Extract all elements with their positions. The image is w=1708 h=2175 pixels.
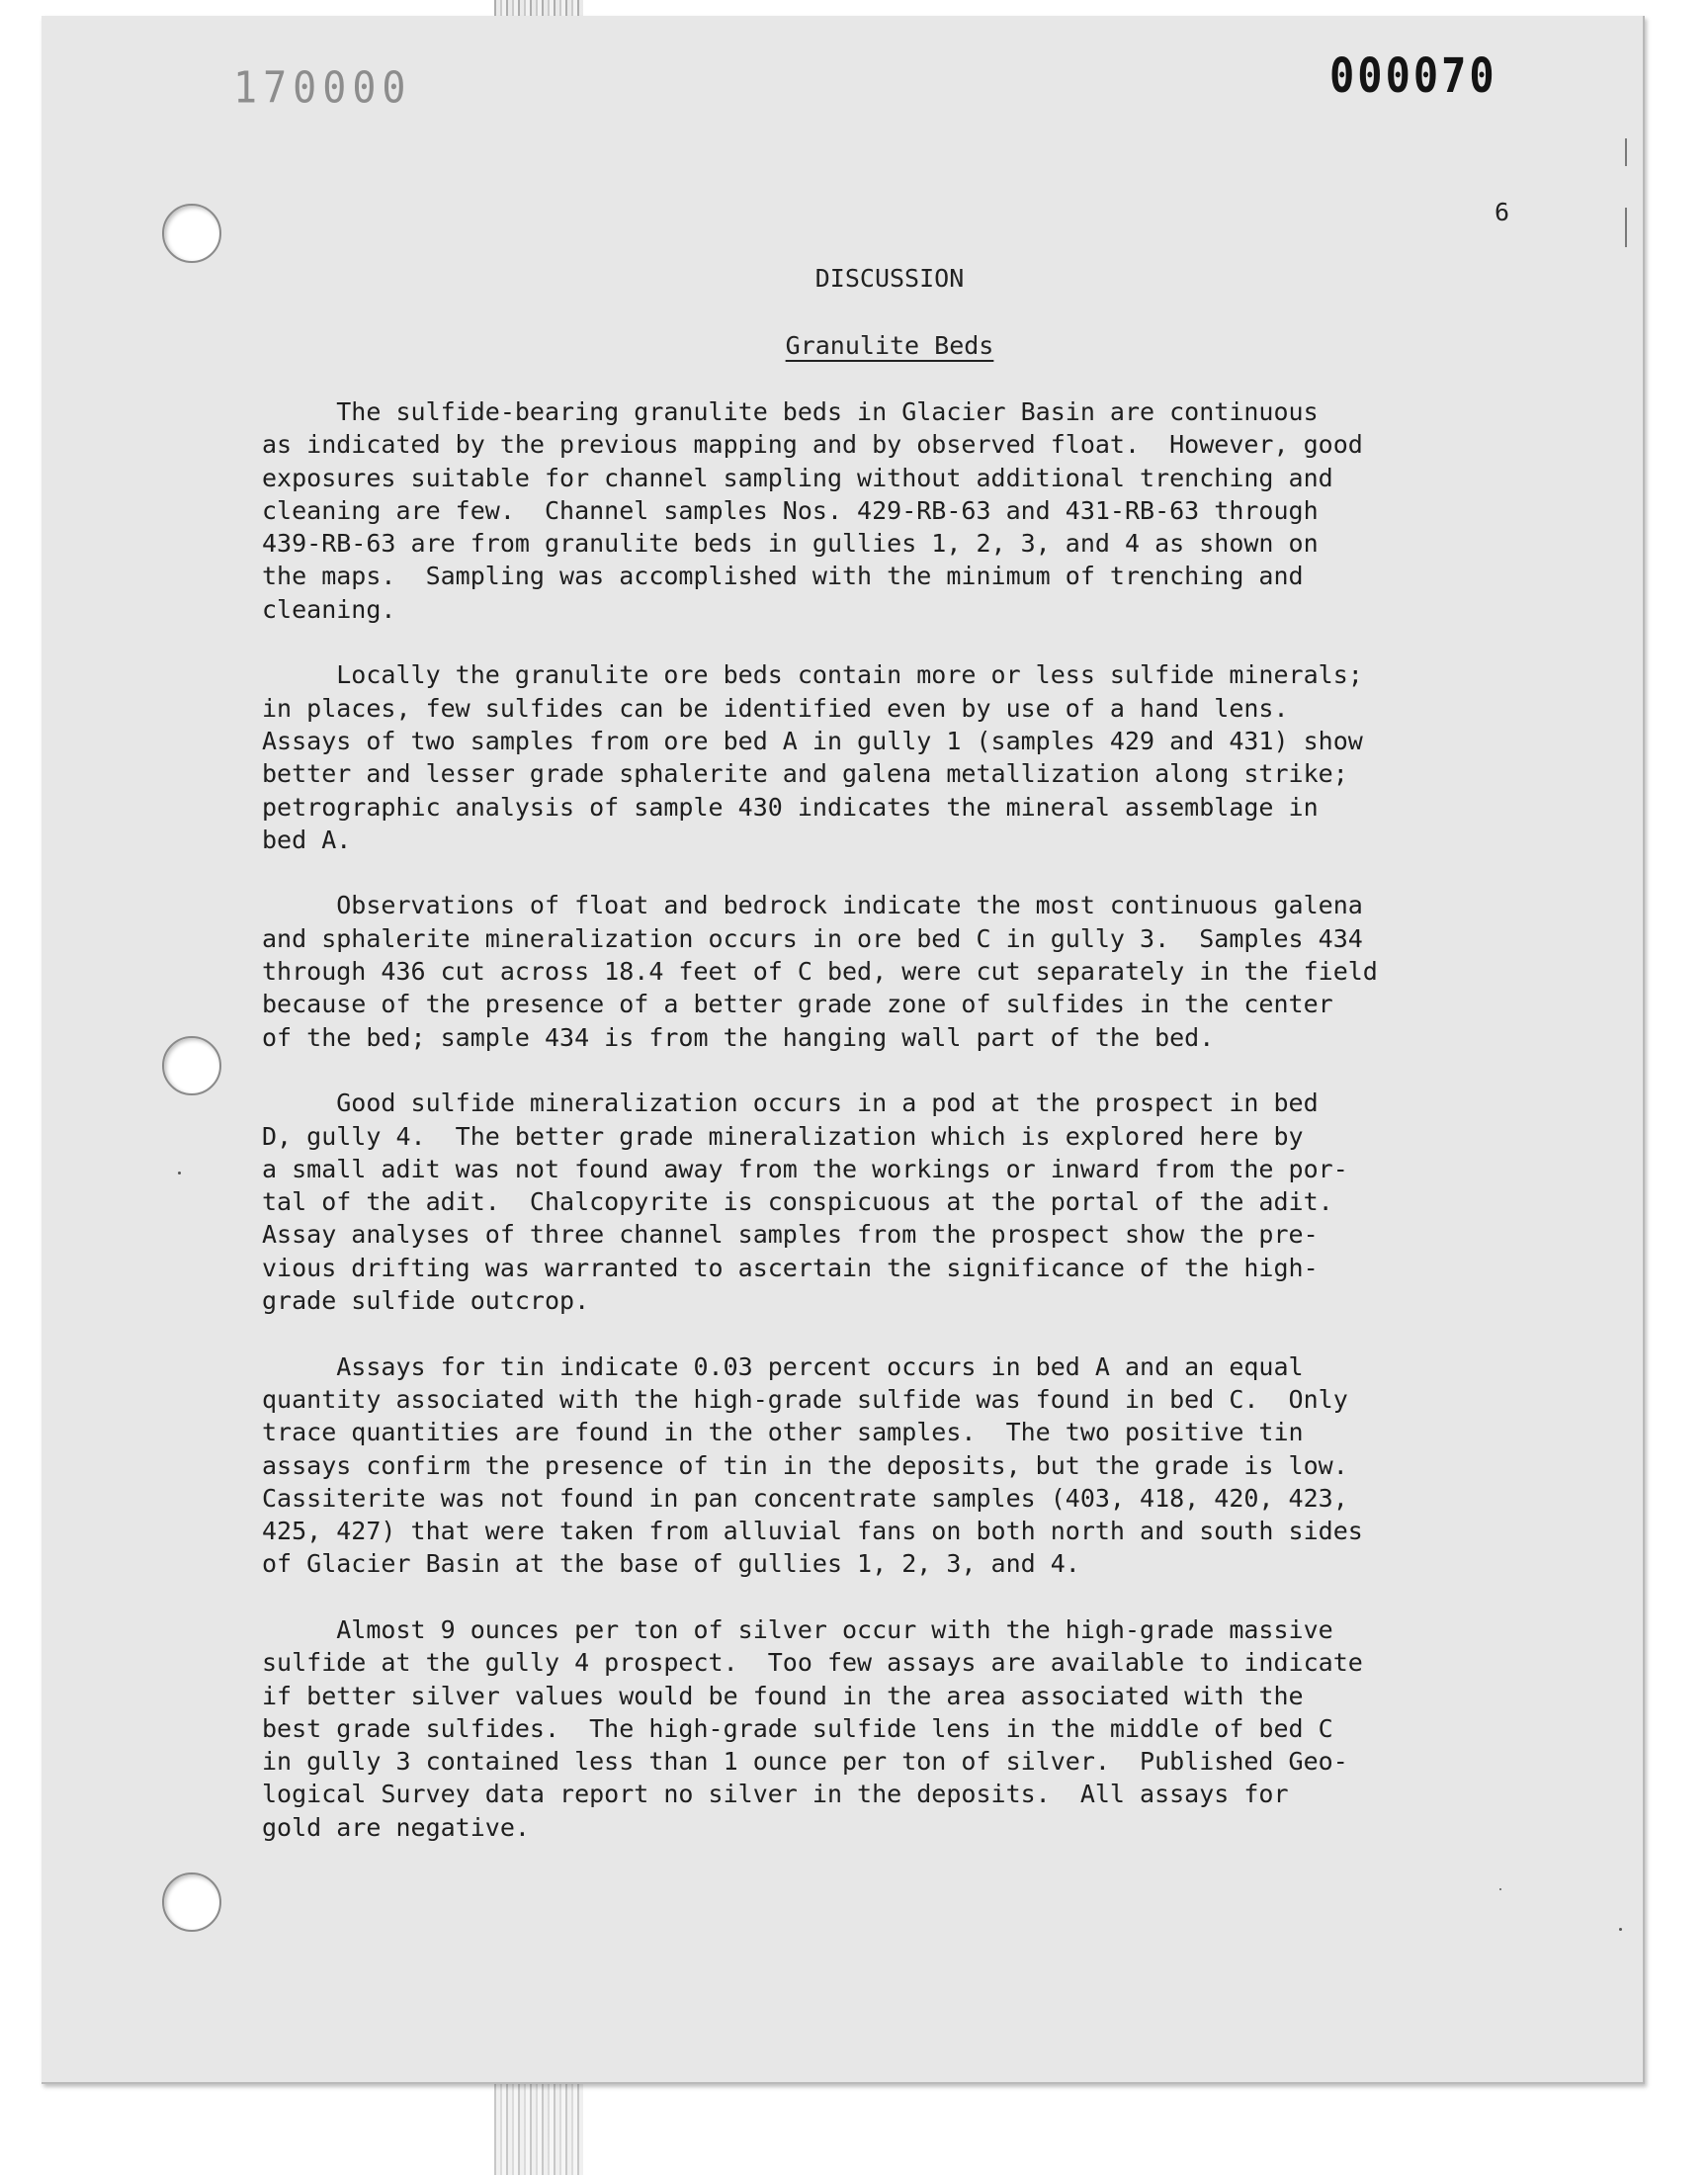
text-line: Assays for tin indicate 0.03 percent occurs in bed A and an equal xyxy=(262,1351,1304,1381)
binder-hole-top xyxy=(162,204,221,263)
paragraph xyxy=(262,1350,1527,1581)
text-line: sulfide at the gully 4 prospect. Too few assays are available to indicate xyxy=(262,1648,1363,1678)
scan-artifact-bottom xyxy=(494,2082,583,2175)
text-line: Locally the granulite ore beds contain more or less sulfide minerals; xyxy=(262,660,1363,690)
paragraph xyxy=(262,889,1527,1053)
text-line: Cassiterite was not found in pan concentrate samples (403, 418, 420, 423, xyxy=(262,1483,1348,1513)
text-line: trace quantities are found in the other samples. The two positive tin xyxy=(262,1418,1304,1447)
section-title xyxy=(0,264,1708,293)
text-line: if better silver values would be found in the area associated with the xyxy=(262,1681,1304,1710)
text-line: and sphalerite mineralization occurs in ore bed C in gully 3. Samples 434 xyxy=(262,923,1363,953)
text-line: better and lesser grade sphalerite and galena metallization along strike; xyxy=(262,759,1348,789)
text-line: exposures suitable for channel sampling without additional trenching and xyxy=(262,463,1333,492)
text-line: of Glacier Basin at the base of gullies 1, 2, 3, and 4. xyxy=(262,1549,1080,1579)
text-line: 439-RB-63 are from granulite beds in gullies 1, 2, 3, and 4 as shown on xyxy=(262,529,1319,559)
text-line: bed A. xyxy=(262,825,352,854)
edge-mark xyxy=(1625,208,1627,247)
text-line: Assays of two samples from ore bed A in gully 1 (samples 429 and 431) show xyxy=(262,726,1363,755)
edge-mark xyxy=(1625,138,1627,166)
text-line: of the bed; sample 434 is from the hanging wall part of the bed. xyxy=(262,1022,1215,1052)
scan-speck xyxy=(1619,1928,1622,1931)
text-line: because of the presence of a better grade zone of sulfides in the center xyxy=(262,990,1333,1019)
paragraph xyxy=(262,658,1527,856)
scan-speck xyxy=(1499,1888,1501,1890)
text-line: through 436 cut across 18.4 feet of C bed, were cut separately in the field xyxy=(262,957,1378,987)
binder-hole-bottom xyxy=(162,1872,221,1932)
text-line: assays confirm the presence of tin in the deposits, but the grade is low. xyxy=(262,1450,1348,1480)
text-line: in places, few sulfides can be identified even by use of a hand lens. xyxy=(262,693,1289,723)
text-line: best grade sulfides. The high-grade sulfide lens in the middle of bed C xyxy=(262,1713,1333,1743)
subsection-title xyxy=(0,331,1708,360)
text-line: as indicated by the previous mapping and by observed float. However, good xyxy=(262,430,1363,460)
subsection-title-text: Granulite Beds xyxy=(785,331,994,360)
binder-hole-middle xyxy=(162,1036,221,1095)
faint-document-number-stamp: 170000 xyxy=(233,62,412,114)
text-line: tal of the adit. Chalcopyrite is conspicuous at the portal of the adit. xyxy=(262,1187,1333,1217)
text-line: in gully 3 contained less than 1 ounce per ton of silver. Published Geo- xyxy=(262,1747,1348,1777)
text-line: the maps. Sampling was accomplished with the minimum of trenching and xyxy=(262,562,1304,591)
document-number-stamp: 000070 xyxy=(1329,47,1497,104)
text-line: cleaning. xyxy=(262,594,396,624)
text-line: a small adit was not found away from the workings or inward from the por- xyxy=(262,1154,1348,1183)
scan-speck xyxy=(178,1172,181,1174)
body-text xyxy=(262,395,1527,1876)
paragraph xyxy=(262,1087,1527,1317)
text-line: gold are negative. xyxy=(262,1812,530,1842)
paragraph xyxy=(262,395,1527,626)
text-line: D, gully 4. The better grade mineralization which is explored here by xyxy=(262,1121,1304,1151)
text-line: quantity associated with the high-grade sulfide was found in bed C. Only xyxy=(262,1384,1348,1414)
paragraph xyxy=(262,1613,1527,1844)
text-line: Observations of float and bedrock indicate the most continuous galena xyxy=(262,891,1363,920)
text-line: Almost 9 ounces per ton of silver occur with the high-grade massive xyxy=(262,1614,1333,1644)
text-line: vious drifting was warranted to ascertain the significance of the high- xyxy=(262,1253,1319,1282)
text-line: Assay analyses of three channel samples from the prospect show the pre- xyxy=(262,1220,1319,1250)
page-number: 6 xyxy=(1494,198,1510,226)
text-line: logical Survey data report no silver in the deposits. All assays for xyxy=(262,1780,1289,1809)
text-line: The sulfide-bearing granulite beds in Glacier Basin are continuous xyxy=(262,397,1319,426)
text-line: cleaning are few. Channel samples Nos. 429-RB-63 and 431-RB-63 through xyxy=(262,495,1319,525)
text-line: grade sulfide outcrop. xyxy=(262,1286,590,1316)
scan-artifact-top xyxy=(494,0,583,16)
section-title-text: DISCUSSION xyxy=(814,264,965,293)
text-line: Good sulfide mineralization occurs in a pod at the prospect in bed xyxy=(262,1088,1319,1118)
text-line: 425, 427) that were taken from alluvial fans on both north and south sides xyxy=(262,1517,1363,1546)
text-line: petrographic analysis of sample 430 indicates the mineral assemblage in xyxy=(262,792,1319,822)
